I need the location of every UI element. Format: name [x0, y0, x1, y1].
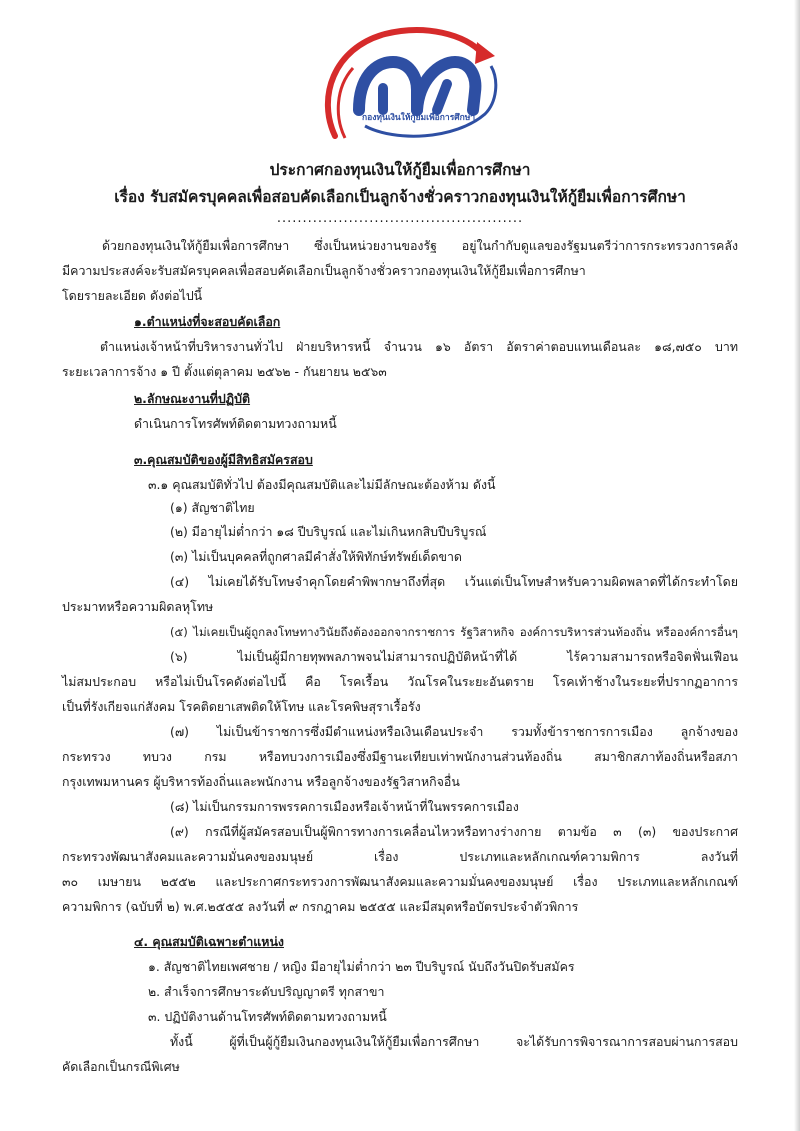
section3-item-6-cont-1: ไม่สมประกอบ หรือไม่เป็นโรคดังต่อไปนี้ คือ โรคเรื้อน วัณโรคในระยะอันตราย โรคเท้าช้างในระยะที่ปรากฏอาการ: [62, 674, 738, 689]
logo-text: กองทุนเงินให้กู้ยืมเพื่อการศึกษา: [362, 113, 476, 123]
title-divider-dots: ................................................: [276, 211, 524, 226]
section3-item-6: (๖) ไม่เป็นผู้มีกายทุพพลภาพจนไม่สามารถปฏิบัติหน้าที่ได้ ไร้ความสามารถหรือจิตฟั่นเฟือน: [170, 649, 738, 664]
section3-item-7-cont-1: กระทรวง ทบวง กรม หรือทบวงการเมืองซึ่งมีฐานะเทียบเท่าพนักงานส่วนท้องถิ่น สมาชิกสภาท้องถิ่นหรือสภา: [62, 749, 738, 764]
section4-item-2: ๒. สำเร็จการศึกษาระดับปริญญาตรี ทุกสาขา: [148, 984, 385, 999]
section3-item-9-cont-2: ๓๐ เมษายน ๒๕๕๒ และประกาศกระทรวงการพัฒนาสังคมและความมั่นคงของมนุษย์ เรื่อง ประเภทและหลักเกณฑ์: [62, 874, 738, 889]
section3-item-4: (๔) ไม่เคยได้รับโทษจำคุกโดยคำพิพากษาถึงที่สุด เว้นแต่เป็นโทษสำหรับความผิดพลาดที่ได้กระทำโดย: [170, 574, 738, 589]
section3-item-5: (๕) ไม่เคยเป็นผู้ถูกลงโทษทางวินัยถึงต้องออกจากราชการ รัฐวิสาหกิจ องค์การบริหารส่วนท้องถิ่น หรือองค์การอื่นๆ: [170, 625, 738, 639]
section1-line-1: ตำแหน่งเจ้าหน้าที่บริหารงานทั่วไป ฝ่ายบริหารหนี้ จำนวน ๑๖ อัตรา อัตราค่าตอบแทนเดือนละ ๑๘,๗๕๐ บาท: [100, 339, 738, 354]
section3-item-7: (๗) ไม่เป็นข้าราชการซึ่งมีตำแหน่งหรือเงินเดือนประจำ รวมทั้งข้าราชการการเมือง ลูกจ้างของ: [170, 724, 738, 739]
section3-item-9: (๙) กรณีที่ผู้สมัครสอบเป็นผู้พิการทางการเคลื่อนไหวหรือทางร่างกาย ตามข้อ ๓ (๓) ของประกาศ: [170, 824, 738, 839]
section4-item-3: ๓. ปฏิบัติงานด้านโทรศัพท์ติดตามทวงถามหนี้: [148, 1009, 387, 1024]
scan-edge-shadow: [794, 0, 800, 1131]
section3-item-8: (๘) ไม่เป็นกรรมการพรรคการเมืองหรือเจ้าหน้าที่ในพรรคการเมือง: [170, 799, 519, 814]
section3-sub-heading: ๓.๑ คุณสมบัติทั่วไป ต้องมีคุณสมบัติและไม่มีลักษณะต้องห้าม ดังนี้: [148, 477, 496, 492]
section4-heading: ๔. คุณสมบัติเฉพาะตำแหน่ง: [134, 934, 284, 949]
section2-line-1: ดำเนินการโทรศัพท์ติดตามทวงถามหนี้: [134, 416, 337, 431]
section3-heading: ๓.คุณสมบัติของผู้มีสิทธิสมัครสอบ: [134, 452, 313, 467]
section3-item-9-cont-3: ความพิการ (ฉบับที่ ๒) พ.ศ.๒๕๕๕ ลงวันที่ ๙ กรกฎาคม ๒๕๕๕ และมีสมุดหรือบัตรประจำตัวพิการ: [62, 899, 579, 914]
section1-line-2: ระยะเวลาการจ้าง ๑ ปี ตั้งแต่ตุลาคม ๒๕๖๒ - กันยายน ๒๕๖๓: [62, 364, 387, 379]
section3-item-7-cont-2: กรุงเทพมหานคร ผู้บริหารท้องถิ่นและพนักงาน หรือลูกจ้างของรัฐวิสาหกิจอื่น: [62, 774, 460, 789]
intro-line-2: มีความประสงค์จะรับสมัครบุคคลเพื่อสอบคัดเลือกเป็นลูกจ้างชั่วคราวกองทุนเงินให้กู้ยืมเพื่อการศึกษา: [62, 263, 586, 278]
section4-item-1: ๑. สัญชาติไทยเพศชาย / หญิง มีอายุไม่ต่ำกว่า ๒๓ ปีบริบูรณ์ นับถึงวันปิดรับสมัคร: [148, 959, 575, 974]
announcement-title: ประกาศกองทุนเงินให้กู้ยืมเพื่อการศึกษา: [269, 161, 531, 179]
section3-item-2: (๒) มีอายุไม่ต่ำกว่า ๑๘ ปีบริบูรณ์ และไม่เกินหกสิบปีบริบูรณ์: [170, 524, 487, 539]
announcement-subject: เรื่อง รับสมัครบุคคลเพื่อสอบคัดเลือกเป็นลูกจ้างชั่วคราวกองทุนเงินให้กู้ยืมเพื่อการศึกษา: [114, 188, 686, 206]
fund-logo-icon: [305, 18, 505, 146]
section4-note: ทั้งนี้ ผู้ที่เป็นผู้กู้ยืมเงินกองทุนเงินให้กู้ยืมเพื่อการศึกษา จะได้รับการพิจารณาการสอบผ่านการสอบ: [170, 1034, 738, 1049]
section3-item-4-cont: ประมาทหรือความผิดลหุโทษ: [62, 599, 214, 614]
section1-heading: ๑.ตำแหน่งที่จะสอบคัดเลือก: [134, 314, 281, 329]
section3-item-6-cont-2: เป็นที่รังเกียจแก่สังคม โรคติดยาเสพติดให้โทษ และโรคพิษสุราเรื้อรัง: [62, 699, 421, 714]
section2-heading: ๒.ลักษณะงานที่ปฏิบัติ: [134, 391, 251, 406]
section3-item-1: (๑) สัญชาติไทย: [170, 500, 255, 515]
intro-line-1: ด้วยกองทุนเงินให้กู้ยืมเพื่อการศึกษา ซึ่งเป็นหน่วยงานของรัฐ อยู่ในกำกับดูแลของรัฐมนตรีว่าการกระทรวงการคลัง: [102, 238, 738, 253]
intro-line-3: โดยรายละเอียด ดังต่อไปนี้: [62, 288, 203, 303]
section3-item-9-cont-1: กระทรวงพัฒนาสังคมและความมั่นคงของมนุษย์ เรื่อง ประเภทและหลักเกณฑ์ความพิการ ลงวันที่: [62, 849, 738, 864]
section4-note-cont: คัดเลือกเป็นกรณีพิเศษ: [62, 1059, 180, 1074]
section3-item-3: (๓) ไม่เป็นบุคคลที่ถูกศาลมีคำสั่งให้พิทักษ์ทรัพย์เด็ดขาด: [170, 549, 462, 564]
